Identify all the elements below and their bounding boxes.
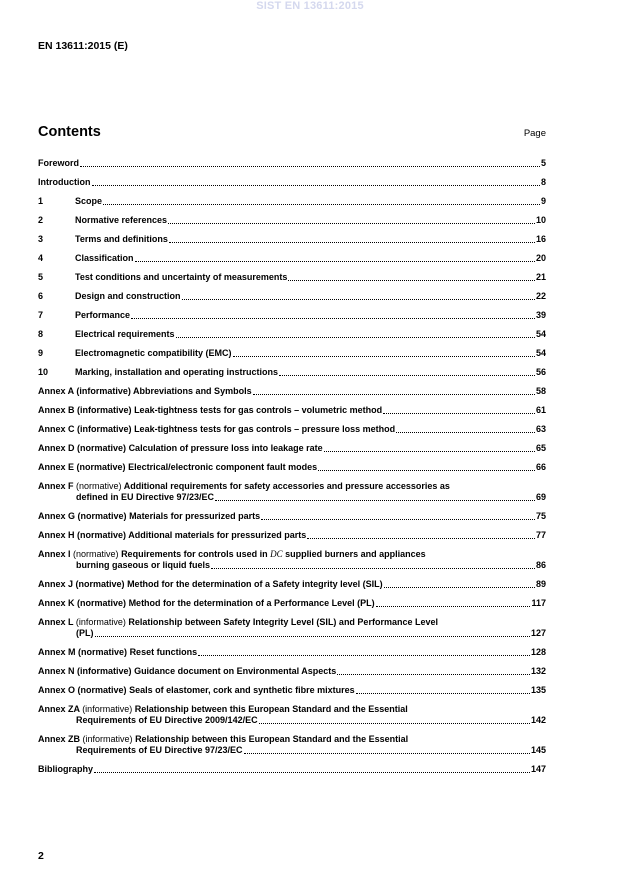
toc-entry-number: 6 <box>38 291 44 301</box>
toc-entry-page: 128 <box>530 647 546 657</box>
annex-heading <box>38 481 450 491</box>
toc-entry-number: 5 <box>38 272 44 282</box>
toc-entry-page: 66 <box>535 462 546 472</box>
toc-entry-number: 4 <box>38 253 44 263</box>
annex-id: Annex K <box>38 598 75 608</box>
toc-entry[interactable] <box>38 386 546 397</box>
annex-id: Annex I <box>38 549 71 559</box>
toc-entry-label: Foreword <box>38 158 80 168</box>
toc-entry-title <box>38 348 232 359</box>
annex-title-dc: DC <box>270 549 283 559</box>
toc-entry[interactable] <box>38 481 546 503</box>
dot-leader <box>396 432 535 433</box>
toc-entry[interactable] <box>38 530 546 541</box>
toc-entry-title <box>38 196 102 207</box>
toc-entry[interactable] <box>38 443 546 454</box>
toc-entry[interactable] <box>38 272 546 283</box>
dot-leader <box>318 470 535 471</box>
annex-kind: (normative) <box>76 462 126 472</box>
toc-entry-label: Introduction <box>38 177 91 187</box>
annex-kind: (normative) <box>77 685 127 695</box>
annex-title: Additional requirements for safety accessories and pressure accessories as <box>123 481 450 491</box>
annex-title: Guidance document on Environmental Aspects <box>134 666 337 676</box>
toc-entry-number: 7 <box>38 310 44 320</box>
toc-entry-number: 3 <box>38 234 44 244</box>
toc-entry-page: 22 <box>535 291 546 301</box>
toc-entry-page: 10 <box>535 215 546 225</box>
toc-entry-page: 54 <box>535 329 546 339</box>
annex-kind: (informative) <box>82 734 133 744</box>
annex-heading <box>38 647 197 658</box>
toc-entry-title <box>38 253 134 264</box>
annex-title-continued: Requirements of EU Directive 2009/142/EC <box>76 715 258 725</box>
dot-leader <box>131 318 535 319</box>
toc-entry-number: 1 <box>38 196 44 206</box>
annex-id: Annex L <box>38 617 74 627</box>
annex-title-continued: defined in EU Directive 97/23/EC <box>76 492 215 502</box>
toc-entry-title <box>38 291 181 302</box>
annex-heading <box>38 549 426 559</box>
dot-leader <box>169 242 535 243</box>
toc-entry-page: 117 <box>531 598 546 608</box>
annex-kind: (normative) <box>78 647 128 657</box>
annex-kind: (informative) <box>82 704 133 714</box>
toc-entry[interactable] <box>38 704 546 726</box>
toc-entry-page: 127 <box>530 628 546 638</box>
toc-entry-page: 8 <box>540 177 546 187</box>
annex-kind: (normative) <box>77 598 127 608</box>
dot-leader <box>384 587 535 588</box>
toc-entry[interactable] <box>38 511 546 522</box>
annex-title: Requirements for controls used in <box>121 549 268 559</box>
annex-kind: (normative) <box>75 579 125 589</box>
annex-heading <box>38 579 383 590</box>
annex-id: Annex J <box>38 579 74 589</box>
annex-id: Annex E <box>38 462 75 472</box>
dot-leader <box>253 394 535 395</box>
toc-entry-label: Electromagnetic compatibility (EMC) <box>75 348 232 358</box>
annex-id: Annex F <box>38 481 74 491</box>
toc-entry-page: 75 <box>535 511 546 521</box>
toc-entry-page: 21 <box>535 272 546 282</box>
toc-entry-label: Bibliography <box>38 764 94 774</box>
toc-entry-number: 8 <box>38 329 44 339</box>
annex-id: Annex C <box>38 424 75 434</box>
toc-entry[interactable] <box>38 310 546 321</box>
toc-entry[interactable] <box>38 215 546 226</box>
toc-entry-page: 5 <box>540 158 546 168</box>
annex-heading <box>38 424 395 435</box>
annex-heading <box>38 443 323 454</box>
dot-leader <box>244 753 530 754</box>
toc-entry-page: 16 <box>535 234 546 244</box>
annex-title: Leak-tightness tests for gas controls – volumetric method <box>134 405 383 415</box>
toc-entry-page: 65 <box>535 443 546 453</box>
annex-title-rest: supplied burners and appliances <box>285 549 426 559</box>
annex-title: Materials for pressurized parts <box>129 511 261 521</box>
toc-entry-label: Terms and definitions <box>75 234 168 244</box>
annex-id: Annex N <box>38 666 75 676</box>
annex-heading <box>38 598 375 609</box>
toc-entry[interactable] <box>38 598 546 609</box>
toc-entry[interactable] <box>38 424 546 435</box>
dot-leader <box>261 519 535 520</box>
annex-heading <box>38 462 317 473</box>
toc-entry-page: 58 <box>535 386 546 396</box>
toc-entry[interactable] <box>38 196 546 207</box>
toc-entry-page: 54 <box>535 348 546 358</box>
dot-leader <box>211 568 535 569</box>
toc-entry-number: 9 <box>38 348 44 358</box>
annex-id: Annex H <box>38 530 75 540</box>
annex-heading <box>38 666 336 677</box>
annex-id: Annex A <box>38 386 74 396</box>
toc-entry-title <box>38 367 278 378</box>
toc-entry-title <box>38 310 130 321</box>
toc-entry-page: 56 <box>535 367 546 377</box>
toc-entry[interactable] <box>38 177 546 188</box>
toc-entry[interactable] <box>38 348 546 359</box>
page-number: 2 <box>38 850 44 862</box>
toc-entry[interactable] <box>38 734 546 756</box>
toc-entry-title <box>38 177 91 188</box>
toc-entry[interactable] <box>38 579 546 590</box>
toc-entry-label: Performance <box>75 310 131 320</box>
toc-entry-number: 2 <box>38 215 44 225</box>
toc-entry-page: 86 <box>535 560 546 570</box>
annex-heading <box>38 704 408 714</box>
table-of-contents <box>38 158 546 775</box>
annex-kind: (informative) <box>77 666 132 676</box>
dot-leader <box>259 723 530 724</box>
annex-kind: (normative) <box>77 530 127 540</box>
annex-title: Abbreviations and Symbols <box>133 386 252 396</box>
dot-leader <box>356 693 530 694</box>
annex-title: Method for the determination of a Safety integrity level (SIL) <box>127 579 383 589</box>
toc-entry-label: Scope <box>75 196 103 206</box>
toc-entry-label: Design and construction <box>75 291 181 301</box>
page-column-label: Page <box>523 128 546 139</box>
toc-entry[interactable] <box>38 405 546 416</box>
annex-heading <box>38 530 306 541</box>
dot-leader <box>337 674 530 675</box>
annex-title-continued: (PL) <box>76 628 94 638</box>
annex-title: Relationship between this European Standard and the Essential <box>135 734 409 744</box>
annex-kind: (normative) <box>73 549 119 559</box>
dot-leader <box>176 337 535 338</box>
toc-entry[interactable] <box>38 367 546 378</box>
dot-leader <box>307 538 535 539</box>
annex-title: Relationship between Safety Integrity Level (SIL) and Performance Level <box>128 617 438 627</box>
watermark: SIST EN 13611:2015 <box>256 0 364 12</box>
toc-entry-page: 61 <box>535 405 546 415</box>
toc-entry-page: 77 <box>535 530 546 540</box>
dot-leader <box>135 261 535 262</box>
annex-id: Annex G <box>38 511 76 521</box>
toc-entry[interactable] <box>38 234 546 245</box>
contents-title: Contents <box>38 124 101 140</box>
toc-entry[interactable] <box>38 329 546 340</box>
toc-entry-page: 69 <box>535 492 546 502</box>
toc-entry-page: 39 <box>535 310 546 320</box>
dot-leader <box>168 223 535 224</box>
annex-heading <box>38 405 382 416</box>
dot-leader <box>215 500 535 501</box>
annex-heading <box>38 685 355 696</box>
annex-title: Seals of elastomer, cork and synthetic fibre mixtures <box>129 685 355 695</box>
toc-entry[interactable] <box>38 666 546 677</box>
toc-entry-label: Normative references <box>75 215 168 225</box>
dot-leader <box>383 413 535 414</box>
toc-entry-page: 132 <box>530 666 546 676</box>
dot-leader <box>94 772 530 773</box>
dot-leader <box>233 356 535 357</box>
annex-title-continued: Requirements of EU Directive 97/23/EC <box>76 745 243 755</box>
annex-heading <box>38 734 408 744</box>
dot-leader <box>80 166 540 167</box>
toc-entry-title <box>38 234 168 245</box>
annex-kind: (informative) <box>76 386 131 396</box>
toc-entry-page: 147 <box>530 764 546 774</box>
dot-leader <box>198 655 530 656</box>
annex-id: Annex M <box>38 647 76 657</box>
toc-entry-label: Electrical requirements <box>75 329 175 339</box>
dot-leader <box>279 375 535 376</box>
toc-entry-page: 142 <box>530 715 546 725</box>
annex-title: Method for the determination of a Performance Level (PL) <box>128 598 375 608</box>
annex-id: Annex D <box>38 443 75 453</box>
annex-title-continued: burning gaseous or liquid fuels <box>76 560 211 570</box>
toc-entry[interactable] <box>38 253 546 264</box>
toc-entry-title <box>38 764 93 775</box>
dot-leader <box>92 185 540 186</box>
toc-entry[interactable] <box>38 158 546 169</box>
document-id: EN 13611:2015 (E) <box>38 40 128 52</box>
toc-entry-number: 10 <box>38 367 49 377</box>
toc-entry[interactable] <box>38 291 546 302</box>
toc-entry-page: 89 <box>535 579 546 589</box>
annex-id: Annex O <box>38 685 76 695</box>
toc-entry-label: Classification <box>75 253 134 263</box>
toc-entry-title <box>38 329 175 340</box>
toc-entry[interactable] <box>38 647 546 658</box>
toc-entry-title <box>38 272 287 283</box>
toc-entry[interactable] <box>38 764 546 775</box>
annex-heading <box>38 386 252 397</box>
annex-kind: (informative) <box>75 617 126 627</box>
toc-entry[interactable] <box>38 462 546 473</box>
annex-id: Annex ZB <box>38 734 81 744</box>
dot-leader <box>288 280 535 281</box>
dot-leader <box>324 451 535 452</box>
annex-heading <box>38 617 438 627</box>
annex-title: Leak-tightness tests for gas controls – pressure loss method <box>134 424 396 434</box>
toc-entry-label: Marking, installation and operating instructions <box>75 367 279 377</box>
annex-heading <box>38 511 260 522</box>
annex-kind: (normative) <box>76 481 122 491</box>
toc-entry[interactable] <box>38 685 546 696</box>
annex-kind: (normative) <box>77 511 127 521</box>
toc-entry-page: 20 <box>535 253 546 263</box>
toc-entry-page: 9 <box>540 196 546 206</box>
annex-kind: (informative) <box>77 424 132 434</box>
annex-title: Relationship between this European Standard and the Essential <box>134 704 408 714</box>
toc-entry-label: Test conditions and uncertainty of measurements <box>75 272 288 282</box>
toc-entry[interactable] <box>38 617 546 639</box>
dot-leader <box>376 606 531 607</box>
annex-title: Calculation of pressure loss into leakage rate <box>128 443 323 453</box>
annex-title: Electrical/electronic component fault modes <box>128 462 318 472</box>
toc-entry-page: 135 <box>530 685 546 695</box>
dot-leader <box>182 299 535 300</box>
annex-id: Annex ZA <box>38 704 80 714</box>
toc-entry[interactable] <box>38 549 546 571</box>
annex-kind: (informative) <box>77 405 132 415</box>
toc-entry-title <box>38 158 79 169</box>
toc-entry-page: 63 <box>535 424 546 434</box>
dot-leader <box>95 636 530 637</box>
annex-kind: (normative) <box>77 443 127 453</box>
annex-id: Annex B <box>38 405 75 415</box>
annex-title: Reset functions <box>129 647 198 657</box>
toc-entry-title <box>38 215 167 226</box>
toc-entry-page: 145 <box>530 745 546 755</box>
dot-leader <box>103 204 540 205</box>
annex-title: Additional materials for pressurized parts <box>128 530 307 540</box>
